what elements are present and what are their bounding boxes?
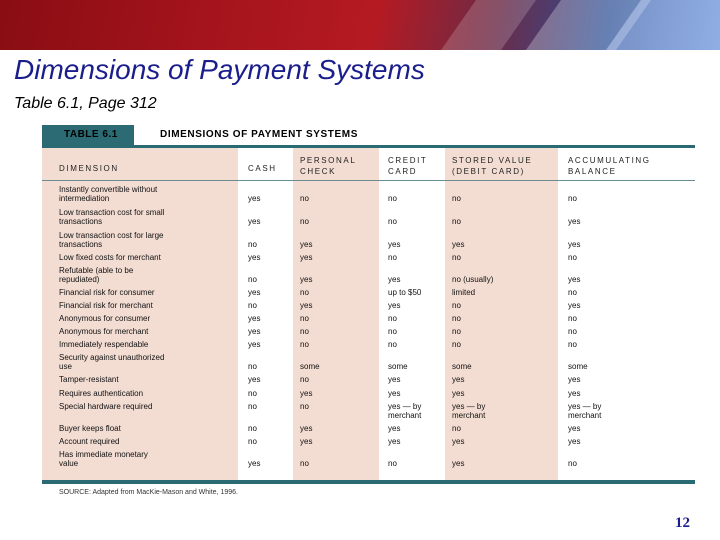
table-cell-check: yes	[300, 253, 313, 262]
table-cell-accumulating: no	[568, 253, 577, 262]
table-cell-accumulating: yes	[568, 375, 581, 384]
table-cell-check: no	[300, 314, 309, 323]
table-cell-cash: no	[248, 402, 257, 411]
table-cell-stored-value: yes — by merchant	[452, 402, 486, 420]
table-cell-credit: no	[388, 194, 397, 203]
table-row	[42, 208, 695, 226]
table-cell-accumulating: no	[568, 340, 577, 349]
table-row	[42, 231, 695, 249]
table-cell-stored-value: yes	[452, 459, 465, 468]
table-cell-cash: no	[248, 275, 257, 284]
table-cell-check: yes	[300, 240, 313, 249]
table-row	[42, 450, 695, 468]
table-cell-credit: no	[388, 253, 397, 262]
table-cell-credit: yes	[388, 240, 401, 249]
table-cell-dimension: Financial risk for consumer	[59, 288, 155, 297]
table-cell-dimension: Requires authentication	[59, 389, 144, 398]
table-cell-check: some	[300, 362, 320, 371]
table-cell-dimension: Instantly convertible without intermediation	[59, 185, 158, 203]
table-cell-stored-value: yes	[452, 375, 465, 384]
table-row	[42, 424, 695, 436]
table-cell-stored-value: no	[452, 424, 461, 433]
table-cell-cash: yes	[248, 217, 261, 226]
table-title-bar	[42, 125, 695, 148]
column-header-personal-check: PERSONAL CHECK	[300, 156, 357, 176]
table-row	[42, 185, 695, 203]
header-banner	[0, 0, 720, 50]
table-cell-credit: some	[388, 362, 408, 371]
table-cell-dimension: Immediately respendable	[59, 340, 149, 349]
payment-systems-table	[42, 125, 695, 500]
table-cell-credit: yes	[388, 437, 401, 446]
table-cell-check: yes	[300, 301, 313, 310]
table-row	[42, 353, 695, 371]
table-cell-cash: yes	[248, 327, 261, 336]
table-cell-cash: yes	[248, 253, 261, 262]
table-cell-credit: no	[388, 340, 397, 349]
table-cell-accumulating: yes	[568, 275, 581, 284]
table-cell-credit: no	[388, 217, 397, 226]
table-cell-credit: yes	[388, 301, 401, 310]
table-cell-cash: yes	[248, 375, 261, 384]
table-cell-check: no	[300, 288, 309, 297]
table-cell-check: no	[300, 327, 309, 336]
table-cell-check: yes	[300, 437, 313, 446]
column-header-stored-value: STORED VALUE (DEBIT CARD)	[452, 156, 533, 176]
table-cell-stored-value: yes	[452, 389, 465, 398]
table-cell-cash: yes	[248, 314, 261, 323]
table-cell-cash: no	[248, 301, 257, 310]
table-cell-accumulating: yes	[568, 389, 581, 398]
table-cell-stored-value: no	[452, 194, 461, 203]
table-cell-credit: no	[388, 314, 397, 323]
table-cell-accumulating: yes — by merchant	[568, 402, 602, 420]
table-row	[42, 266, 695, 284]
header-rule	[42, 180, 695, 181]
table-cell-accumulating: no	[568, 314, 577, 323]
table-cell-dimension: Refutable (able to be repudiated)	[59, 266, 134, 284]
table-row	[42, 402, 695, 420]
table-cell-credit: yes	[388, 424, 401, 433]
table-cell-cash: yes	[248, 288, 261, 297]
table-cell-credit: yes	[388, 389, 401, 398]
column-header-credit-card: CREDIT CARD	[388, 156, 428, 176]
table-row	[42, 288, 695, 300]
table-cell-dimension: Low transaction cost for small transactions	[59, 208, 165, 226]
table-cell-stored-value: no (usually)	[452, 275, 494, 284]
table-cell-accumulating: yes	[568, 424, 581, 433]
table-cell-check: yes	[300, 389, 313, 398]
table-cell-dimension: Tamper-resistant	[59, 375, 119, 384]
table-cell-credit: yes	[388, 375, 401, 384]
column-header-dimension: DIMENSION	[59, 164, 119, 173]
table-cell-check: yes	[300, 275, 313, 284]
table-cell-credit: yes	[388, 275, 401, 284]
table-cell-cash: no	[248, 240, 257, 249]
banner-light-streak	[430, 0, 539, 50]
table-cell-stored-value: yes	[452, 240, 465, 249]
table-cell-dimension: Special hardware required	[59, 402, 153, 411]
table-row	[42, 389, 695, 401]
table-cell-cash: no	[248, 362, 257, 371]
table-cell-check: no	[300, 340, 309, 349]
table-row	[42, 327, 695, 339]
table-cell-cash: no	[248, 424, 257, 433]
table-bottom-rule	[42, 480, 695, 484]
table-cell-accumulating: no	[568, 288, 577, 297]
table-cell-stored-value: no	[452, 327, 461, 336]
slide-title: Dimensions of Payment Systems	[14, 54, 425, 85]
table-cell-dimension: Security against unauthorized use	[59, 353, 165, 371]
table-cell-stored-value: limited	[452, 288, 476, 297]
table-cell-dimension: Has immediate monetary value	[59, 450, 148, 468]
table-source-note: SOURCE: Adapted from MacKie-Mason and White, 1996.	[59, 489, 238, 496]
table-cell-credit: up to $50	[388, 288, 422, 297]
table-cell-stored-value: no	[452, 217, 461, 226]
table-cell-check: no	[300, 459, 309, 468]
table-cell-accumulating: no	[568, 459, 577, 468]
table-caption: DIMENSIONS OF PAYMENT SYSTEMS	[160, 129, 358, 140]
table-cell-accumulating: some	[568, 362, 588, 371]
table-cell-dimension: Buyer keeps float	[59, 424, 121, 433]
table-cell-stored-value: no	[452, 253, 461, 262]
table-cell-credit: no	[388, 459, 397, 468]
table-cell-cash: no	[248, 437, 257, 446]
table-cell-credit: no	[388, 327, 397, 336]
slide-subtitle: Table 6.1, Page 312	[14, 95, 157, 112]
table-cell-cash: no	[248, 389, 257, 398]
table-cell-accumulating: no	[568, 327, 577, 336]
table-cell-stored-value: no	[452, 340, 461, 349]
table-row	[42, 253, 695, 265]
table-cell-stored-value: no	[452, 301, 461, 310]
table-cell-cash: yes	[248, 340, 261, 349]
table-label: TABLE 6.1	[64, 129, 118, 140]
table-cell-dimension: Low transaction cost for large transactions	[59, 231, 164, 249]
table-cell-stored-value: no	[452, 314, 461, 323]
table-row	[42, 375, 695, 387]
table-cell-cash: yes	[248, 194, 261, 203]
table-cell-check: no	[300, 194, 309, 203]
column-header-accumulating-balance: ACCUMULATING BALANCE	[568, 156, 651, 176]
table-cell-check: no	[300, 402, 309, 411]
table-cell-accumulating: yes	[568, 301, 581, 310]
page-number: 12	[675, 515, 690, 531]
table-cell-stored-value: yes	[452, 437, 465, 446]
column-header-cash: CASH	[248, 164, 277, 173]
table-row	[42, 340, 695, 352]
table-row	[42, 301, 695, 313]
table-row	[42, 314, 695, 326]
table-cell-dimension: Low fixed costs for merchant	[59, 253, 161, 262]
table-cell-accumulating: yes	[568, 217, 581, 226]
table-cell-accumulating: yes	[568, 437, 581, 446]
table-cell-dimension: Anonymous for consumer	[59, 314, 151, 323]
table-cell-accumulating: no	[568, 194, 577, 203]
table-cell-accumulating: yes	[568, 240, 581, 249]
table-cell-cash: yes	[248, 459, 261, 468]
table-cell-dimension: Account required	[59, 437, 120, 446]
table-cell-check: yes	[300, 424, 313, 433]
table-cell-check: no	[300, 375, 309, 384]
table-cell-dimension: Anonymous for merchant	[59, 327, 149, 336]
table-cell-stored-value: some	[452, 362, 472, 371]
table-cell-credit: yes — by merchant	[388, 402, 422, 420]
table-cell-dimension: Financial risk for merchant	[59, 301, 153, 310]
table-row	[42, 437, 695, 449]
table-cell-check: no	[300, 217, 309, 226]
